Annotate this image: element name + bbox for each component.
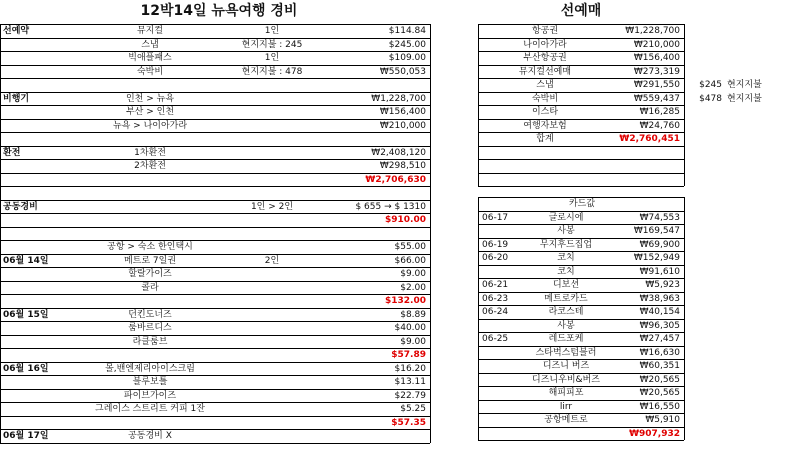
item-cell[interactable]: 할랄가이즈 — [128, 269, 172, 279]
row-border — [0, 132, 430, 133]
amount-cell[interactable]: $245.00 — [388, 39, 426, 50]
card-date-cell[interactable]: 06-19 — [482, 239, 509, 250]
item-cell[interactable] — [64, 417, 236, 430]
category-cell[interactable] — [3, 336, 63, 349]
item-cell[interactable]: 그레이스 스트리트 커피 1잔 — [95, 404, 205, 414]
category-cell[interactable] — [3, 174, 63, 187]
note-cell[interactable] — [237, 241, 307, 254]
prebooking-item-cell[interactable]: 이스타 — [531, 107, 559, 117]
item-cell[interactable]: 라클룸브 — [132, 336, 168, 347]
item-cell[interactable]: 1차환전 — [134, 147, 166, 158]
amount-cell[interactable]: ₩1,228,700 — [371, 93, 426, 104]
amount-cell[interactable]: ₩550,053 — [379, 66, 426, 77]
card-date-cell[interactable]: 06-17 — [482, 212, 509, 223]
row-border — [478, 400, 684, 401]
card-item-cell[interactable]: 사봉 — [557, 320, 575, 331]
column-border — [430, 24, 431, 443]
prebooking-amount-cell[interactable]: ₩156,400 — [633, 53, 680, 63]
row-border — [0, 213, 430, 214]
card-date-cell[interactable] — [482, 401, 518, 414]
note-cell[interactable] — [237, 282, 307, 295]
row-border — [478, 373, 684, 374]
card-date-cell[interactable] — [482, 266, 518, 279]
column-border — [478, 24, 479, 186]
category-cell[interactable]: 공동경비 — [3, 201, 38, 212]
row-border — [0, 294, 430, 295]
row-border — [478, 38, 684, 39]
row-border — [0, 416, 430, 417]
category-cell[interactable] — [3, 376, 63, 389]
amount-cell[interactable]: ₩2,706,630 — [365, 174, 426, 185]
card-amount-cell[interactable]: ₩74,553 — [639, 212, 680, 223]
amount-cell[interactable]: $5.25 — [400, 404, 426, 414]
row-border — [0, 92, 430, 93]
amount-cell[interactable]: $910.00 — [385, 215, 426, 225]
note-cell[interactable] — [237, 403, 307, 416]
amount-cell[interactable]: $22.79 — [394, 390, 426, 401]
card-item-cell[interactable]: lirr — [559, 401, 573, 412]
local-pay-amount[interactable]: $478 — [699, 93, 722, 104]
amount-cell[interactable]: $132.00 — [385, 296, 426, 306]
note-cell[interactable] — [237, 106, 307, 119]
category-cell[interactable] — [3, 295, 63, 308]
card-item-cell[interactable]: 메트로카드 — [544, 293, 588, 304]
row-border — [0, 254, 430, 255]
amount-cell[interactable]: $114.84 — [388, 26, 426, 36]
note-cell[interactable] — [237, 133, 307, 146]
row-border — [0, 51, 430, 52]
row-border — [478, 440, 684, 441]
item-cell[interactable]: 뉴욕 > 나이아가라 — [112, 120, 188, 131]
prebooking-item-cell[interactable]: 부산항공권 — [523, 53, 567, 63]
note-cell[interactable] — [237, 160, 307, 173]
column-border — [684, 24, 685, 186]
amount-cell[interactable]: $40.00 — [394, 323, 426, 333]
row-border — [478, 51, 684, 52]
category-cell[interactable] — [3, 133, 63, 146]
card-item-cell[interactable]: 디보션 — [552, 280, 580, 290]
item-cell[interactable]: 던킨도너즈 — [128, 309, 172, 320]
category-cell[interactable]: 06월 14일 — [3, 255, 49, 266]
row-border — [478, 92, 684, 93]
item-cell[interactable] — [64, 214, 236, 227]
row-border — [478, 251, 684, 252]
row-border — [478, 359, 684, 360]
row-border — [478, 346, 684, 347]
row-border — [478, 24, 684, 25]
category-cell[interactable] — [3, 79, 63, 92]
card-amount-cell[interactable]: ₩5,910 — [645, 415, 680, 425]
category-cell[interactable] — [3, 417, 63, 430]
amount-cell[interactable]: $57.89 — [391, 350, 426, 360]
row-border — [0, 24, 430, 25]
item-cell[interactable] — [64, 174, 236, 187]
amount-cell[interactable]: ₩210,000 — [379, 120, 426, 131]
row-border — [0, 119, 430, 120]
note-cell[interactable] — [237, 268, 307, 281]
row-border — [0, 362, 430, 363]
category-cell[interactable] — [3, 390, 63, 403]
card-date-cell[interactable]: 06-20 — [482, 253, 509, 263]
note-cell[interactable] — [237, 430, 307, 443]
category-cell[interactable] — [3, 160, 63, 173]
row-border — [0, 38, 430, 39]
item-cell[interactable]: 메트로 7일권 — [123, 255, 177, 266]
prebooking-item-cell[interactable]: 스냅 — [536, 80, 554, 90]
prebooking-item-cell[interactable]: 뮤지컬선예매 — [518, 66, 572, 77]
row-border — [0, 429, 430, 430]
item-cell[interactable] — [64, 349, 236, 362]
amount-cell[interactable]: $2.00 — [400, 282, 426, 293]
prebooking-item-cell[interactable]: 숙박비 — [531, 93, 559, 104]
amount-cell[interactable]: $9.00 — [400, 269, 426, 279]
card-amount-cell[interactable]: ₩27,457 — [639, 334, 680, 344]
note-cell[interactable] — [237, 417, 307, 430]
column-border — [478, 197, 479, 440]
row-border — [478, 211, 684, 212]
card-amount-cell[interactable]: ₩40,154 — [639, 307, 680, 317]
note-cell[interactable] — [237, 174, 307, 187]
row-border — [0, 308, 430, 309]
row-border — [478, 224, 684, 225]
row-border — [478, 413, 684, 414]
row-border — [478, 146, 684, 147]
item-cell[interactable]: 공항 > 숙소 한인택시 — [107, 242, 193, 252]
item-cell[interactable] — [64, 187, 236, 200]
category-cell[interactable] — [3, 228, 63, 241]
amount-cell[interactable]: $109.00 — [388, 53, 426, 63]
row-border — [478, 292, 684, 293]
amount-cell[interactable] — [308, 133, 426, 146]
category-cell[interactable]: 선예약 — [3, 26, 30, 36]
row-border — [478, 105, 684, 106]
item-cell[interactable]: 숙박비 — [136, 66, 164, 77]
card-date-cell[interactable] — [482, 320, 518, 333]
amount-cell[interactable]: $55.00 — [394, 242, 426, 252]
card-item-cell[interactable]: 해피피포 — [548, 388, 584, 398]
card-date-cell[interactable]: 06-23 — [482, 293, 509, 304]
note-cell[interactable] — [237, 336, 307, 349]
amount-cell[interactable]: ₩298,510 — [379, 161, 426, 171]
amount-cell[interactable]: $66.00 — [394, 255, 426, 266]
note-cell[interactable] — [237, 295, 307, 308]
amount-cell[interactable]: $13.11 — [394, 377, 426, 387]
row-border — [0, 335, 430, 336]
prebooking-amount-cell[interactable]: ₩24,760 — [639, 120, 680, 131]
amount-cell[interactable]: $ 655 → $ 1310 — [355, 201, 426, 212]
note-cell[interactable]: 2인 — [264, 255, 280, 266]
card-item-cell[interactable]: 공항메트로 — [544, 415, 588, 425]
local-pay-amount[interactable]: $245 — [699, 80, 722, 90]
amount-cell[interactable] — [308, 430, 426, 443]
category-cell[interactable] — [3, 39, 63, 52]
note-cell[interactable] — [237, 322, 307, 335]
card-item-cell[interactable]: 글로시에 — [548, 212, 584, 223]
card-amount-cell[interactable]: ₩169,547 — [633, 226, 680, 236]
prebooking-amount-cell[interactable]: ₩2,760,451 — [619, 134, 680, 144]
item-cell[interactable]: 몰,밴엔제리아이스크림 — [105, 363, 195, 374]
row-border — [0, 146, 430, 147]
row-border — [0, 240, 430, 241]
item-cell[interactable] — [64, 228, 236, 241]
category-cell[interactable] — [3, 349, 63, 362]
prebooking-amount-cell[interactable]: ₩1,228,700 — [625, 26, 680, 36]
card-amount-cell[interactable]: ₩5,923 — [645, 280, 680, 290]
row-border — [0, 321, 430, 322]
card-date-cell[interactable] — [482, 428, 518, 441]
item-cell[interactable]: 2차환전 — [134, 161, 166, 171]
note-cell[interactable] — [237, 349, 307, 362]
row-border — [0, 375, 430, 376]
card-item-cell[interactable] — [520, 428, 612, 441]
row-border — [0, 65, 430, 66]
note-cell[interactable] — [237, 390, 307, 403]
row-border — [0, 227, 430, 228]
item-cell[interactable] — [64, 201, 236, 214]
category-cell[interactable] — [3, 214, 63, 227]
prebooking-item-cell[interactable]: 나이아가라 — [523, 39, 567, 50]
note-cell[interactable] — [237, 309, 307, 322]
amount-cell[interactable]: $9.00 — [400, 336, 426, 347]
prebooking-amount-cell[interactable]: ₩291,550 — [633, 80, 680, 90]
card-date-cell[interactable] — [482, 225, 518, 238]
card-amount-cell[interactable]: ₩60,351 — [639, 361, 680, 371]
row-border — [478, 119, 684, 120]
amount-cell[interactable]: $57.35 — [391, 417, 426, 428]
category-cell[interactable] — [3, 241, 63, 254]
amount-cell[interactable] — [308, 187, 426, 200]
amount-cell[interactable]: ₩156,400 — [379, 107, 426, 117]
prebooking-amount-cell[interactable]: ₩273,319 — [633, 66, 680, 77]
category-cell[interactable]: 06월 16일 — [3, 363, 49, 374]
note-cell[interactable] — [237, 93, 307, 106]
row-border — [478, 197, 684, 198]
item-cell[interactable] — [64, 295, 236, 308]
card-item-cell[interactable]: 스타벅스텀블러 — [535, 347, 597, 358]
card-amount-cell[interactable]: ₩69,900 — [639, 239, 680, 250]
note-cell[interactable] — [237, 363, 307, 376]
local-pay-note[interactable]: 현지지불 — [727, 93, 762, 104]
item-cell[interactable]: 룸바르디스 — [128, 323, 172, 333]
prebooking-amount-cell[interactable]: ₩210,000 — [633, 39, 680, 50]
row-border — [0, 200, 430, 201]
category-cell[interactable] — [3, 52, 63, 65]
card-date-cell[interactable] — [482, 360, 518, 373]
amount-cell[interactable]: $16.20 — [394, 363, 426, 374]
card-date-cell[interactable] — [482, 347, 518, 360]
category-cell[interactable] — [3, 66, 63, 79]
category-cell[interactable]: 비행기 — [3, 93, 30, 104]
card-item-cell[interactable]: 디즈니우비&버즈 — [532, 374, 600, 385]
card-date-cell[interactable] — [482, 374, 518, 387]
prebooking-title[interactable]: 선예매 — [560, 3, 602, 19]
item-cell[interactable]: 뮤지컬 — [136, 26, 164, 36]
row-border — [478, 265, 684, 266]
card-date-cell[interactable]: 06-25 — [482, 334, 509, 344]
category-cell[interactable]: 환전 — [3, 147, 21, 158]
card-item-cell[interactable]: 레드포케 — [548, 334, 584, 344]
item-cell[interactable]: 콜라 — [141, 282, 159, 293]
row-border — [0, 159, 430, 160]
card-amount-cell[interactable]: ₩16,550 — [639, 401, 680, 412]
expense-title[interactable]: 12박14일 뉴욕여행 경비 — [140, 3, 298, 19]
category-cell[interactable] — [3, 120, 63, 133]
row-border — [0, 186, 430, 187]
note-cell[interactable] — [237, 228, 307, 241]
row-border — [0, 389, 430, 390]
note-cell[interactable]: 1인 — [264, 53, 280, 63]
column-border — [684, 197, 685, 440]
card-amount-cell[interactable]: ₩38,963 — [639, 293, 680, 304]
row-border — [0, 281, 430, 282]
row-border — [478, 386, 684, 387]
note-cell[interactable] — [237, 214, 307, 227]
prebooking-amount-cell[interactable]: ₩559,437 — [633, 93, 680, 104]
item-cell[interactable]: 파이브가이즈 — [123, 390, 177, 401]
row-border — [0, 443, 430, 444]
note-cell[interactable] — [237, 79, 307, 92]
card-item-cell[interactable]: 무지후드집업 — [539, 239, 593, 250]
category-cell[interactable]: 06월 15일 — [3, 309, 49, 320]
card-amount-cell[interactable]: ₩152,949 — [633, 253, 680, 263]
row-border — [478, 132, 684, 133]
category-cell[interactable] — [3, 403, 63, 416]
amount-cell[interactable] — [308, 228, 426, 241]
card-amount-cell[interactable]: ₩91,610 — [639, 266, 680, 277]
prebooking-item-cell[interactable]: 합계 — [536, 134, 554, 144]
category-cell[interactable] — [3, 106, 63, 119]
card-item-cell[interactable]: 코치 — [557, 266, 575, 277]
amount-cell[interactable]: ₩2,408,120 — [371, 147, 426, 158]
row-border — [478, 278, 684, 279]
prebooking-amount-cell[interactable]: ₩16,285 — [639, 107, 680, 117]
local-pay-note[interactable]: 현지지불 — [727, 80, 762, 90]
card-item-cell[interactable]: 디즈니 버즈 — [542, 361, 590, 371]
category-cell[interactable]: 06월 17일 — [3, 431, 49, 441]
note-cell[interactable]: 현지지불 : 245 — [241, 39, 303, 50]
row-border — [478, 186, 684, 187]
note-cell[interactable] — [237, 376, 307, 389]
item-cell[interactable] — [64, 79, 236, 92]
note-cell[interactable]: 현지지불 : 478 — [241, 66, 303, 77]
category-cell[interactable] — [3, 187, 63, 200]
note-cell[interactable] — [237, 187, 307, 200]
row-border — [478, 332, 684, 333]
card-amount-cell[interactable]: ₩20,565 — [639, 374, 680, 385]
card-amount-cell[interactable]: ₩907,932 — [629, 428, 680, 439]
category-cell[interactable] — [3, 268, 63, 281]
row-border — [478, 78, 684, 79]
card-item-cell[interactable]: 라코스테 — [548, 307, 584, 317]
category-cell[interactable] — [3, 322, 63, 335]
amount-cell[interactable] — [308, 79, 426, 92]
prebooking-item-cell[interactable]: 여행자보험 — [523, 120, 567, 131]
row-border — [0, 173, 430, 174]
column-border — [0, 24, 1, 443]
card-amount-cell[interactable]: ₩96,305 — [639, 320, 680, 331]
item-cell[interactable]: 블루보틀 — [132, 377, 168, 387]
row-border — [478, 319, 684, 320]
row-border — [478, 173, 684, 174]
row-border — [0, 105, 430, 106]
card-date-cell[interactable] — [482, 387, 518, 400]
card-date-cell[interactable] — [482, 414, 518, 427]
row-border — [0, 402, 430, 403]
item-cell[interactable]: 빅애플패스 — [128, 53, 172, 63]
card-item-cell[interactable]: 사봉 — [557, 226, 575, 236]
row-border — [0, 267, 430, 268]
card-section-title[interactable]: 카드값 — [568, 199, 596, 209]
row-border — [0, 348, 430, 349]
card-date-cell[interactable]: 06-21 — [482, 280, 509, 290]
card-date-cell[interactable]: 06-24 — [482, 307, 509, 317]
note-cell[interactable] — [237, 120, 307, 133]
card-item-cell[interactable]: 코치 — [557, 253, 575, 263]
row-border — [0, 78, 430, 79]
card-amount-cell[interactable]: ₩16,630 — [639, 347, 680, 358]
item-cell[interactable]: 공동경비 X — [128, 431, 172, 441]
item-cell[interactable]: 인천 > 뉴욕 — [125, 93, 175, 104]
amount-cell[interactable]: $8.89 — [400, 309, 426, 320]
category-cell[interactable] — [3, 282, 63, 295]
item-cell[interactable]: 부산 > 인천 — [125, 107, 175, 117]
card-amount-cell[interactable]: ₩20,565 — [639, 388, 680, 398]
row-border — [478, 238, 684, 239]
item-cell[interactable] — [64, 133, 236, 146]
prebooking-item-cell[interactable]: 항공권 — [531, 26, 559, 36]
row-border — [478, 65, 684, 66]
row-border — [478, 305, 684, 306]
item-cell[interactable]: 스냅 — [141, 39, 159, 50]
note-cell[interactable] — [237, 147, 307, 160]
row-border — [478, 427, 684, 428]
note-cell[interactable]: 1인 > 2인 — [250, 201, 294, 212]
row-border — [478, 159, 684, 160]
note-cell[interactable]: 1인 — [264, 26, 280, 36]
